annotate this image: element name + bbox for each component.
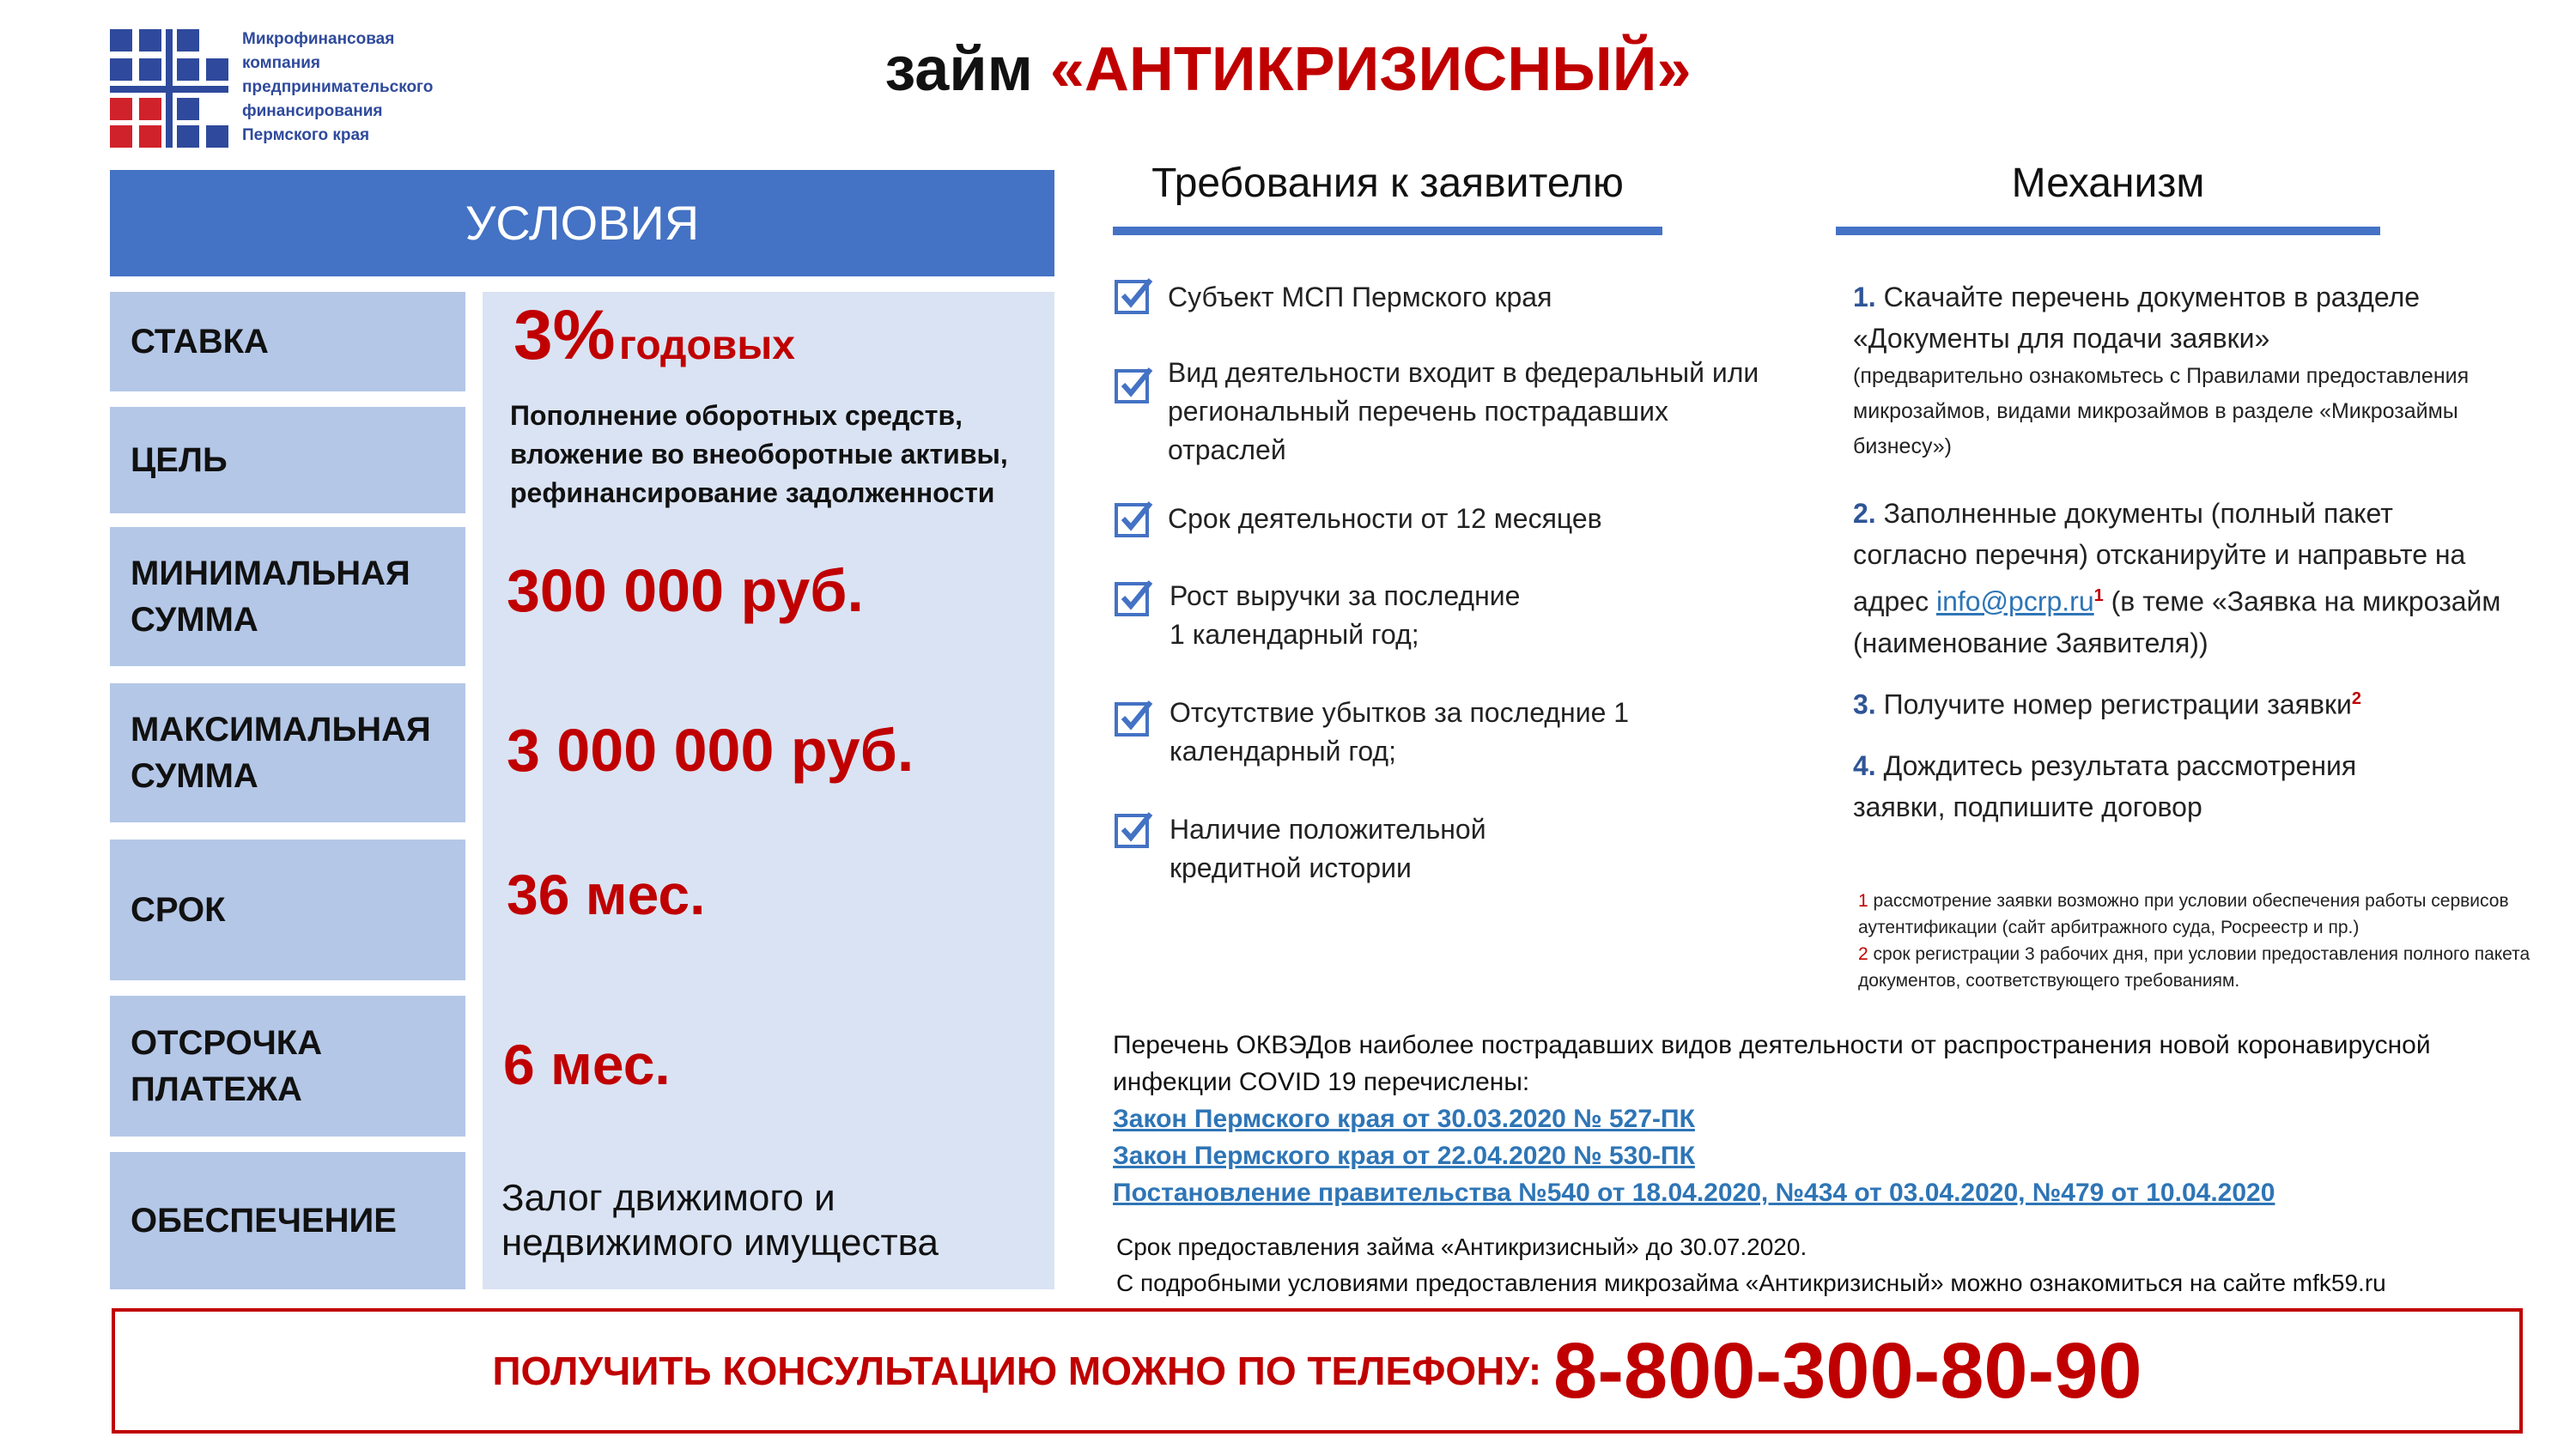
law-link[interactable]: Закон Пермского края от 30.03.2020 № 527-ПК (1113, 1105, 1695, 1133)
term-value: 36 мес. (507, 863, 706, 926)
requirement-item: Вид деятельности входит в федеральный или региональный перечень пострадавших отраслей (1168, 357, 1759, 465)
deadline-text: Срок предоставления займа «Антикризисный» до 30.07.2020. (1116, 1234, 1807, 1260)
step-number: 3. (1853, 688, 1876, 720)
footnote-mark: 2 (2351, 689, 2361, 708)
logo-line: Пермского края (242, 126, 370, 144)
footnote-number: 2 (1858, 944, 1868, 964)
step-text: Получите номер регистрации заявки (1883, 688, 2352, 720)
phone-number[interactable]: 8-800-300-80-90 (1553, 1326, 2142, 1415)
requirement-item: Субъект МСП Пермского края (1168, 282, 1552, 312)
footnote-text: рассмотрение заявки возможно при условии обеспечения работы сервисов аутентификации (сайт арбитражного суда, Росреестр и пр.) (1858, 891, 2509, 937)
condition-label-rate: СТАВКА (110, 292, 465, 391)
footnote-2 (1858, 941, 2545, 994)
law-link[interactable]: Постановление правительства №540 от 18.04.2020, №434 от 03.04.2020, №479 от 10.04.2020 (1113, 1179, 2275, 1207)
purpose-value: Пополнение оборотных средств, вложение во внеоборотные активы, рефинансирование задолженности (510, 400, 1008, 508)
rate-percent: 3% (513, 296, 616, 374)
step-number: 4. (1853, 750, 1876, 781)
step-number: 1. (1853, 282, 1876, 312)
mechanism-step-2 (1853, 493, 2506, 664)
details-text: С подробными условиями предоставления микрозайма «Антикризисный» можно ознакомиться на сайте mfk59.ru (1116, 1270, 2386, 1296)
mechanism-title: Механизм (2011, 161, 2205, 206)
footnote-1 (1858, 888, 2545, 941)
logo-line: финансирования (242, 102, 383, 120)
footnotes (1858, 888, 2545, 994)
step-text: Скачайте перечень документов в разделе «Документы для подачи заявки» (1853, 282, 2421, 354)
step-number: 2. (1853, 498, 1876, 529)
footnote-text: срок регистрации 3 рабочих дня, при условии предоставления полного пакета документов, соответствующего требованиям. (1858, 944, 2530, 991)
mechanism-step-1 (1853, 276, 2506, 464)
condition-label-collateral: ОБЕСПЕЧЕНИЕ (110, 1152, 465, 1289)
deferral-value: 6 мес. (503, 1033, 671, 1096)
mechanism-step-4 (1853, 745, 2403, 828)
requirement-item: Отсутствие убытков за последние 1 календарный год; (1170, 697, 1630, 767)
logo-line: компания (242, 54, 320, 72)
okved-block (1113, 1027, 2538, 1211)
condition-label-max-sum: МАКСИМАЛЬНАЯ СУММА (110, 683, 465, 822)
okved-intro: Перечень ОКВЭДов наиболее пострадавших видов деятельности от распространения новой коронавирусной инфекции COVID 19 перечислены: (1113, 1031, 2431, 1096)
checkbox-check-icon (1113, 364, 1154, 405)
checkbox-check-icon (1113, 498, 1154, 539)
step-note: (предварительно ознакомьтесь с Правилами предоставления микрозаймов, видами микрозаймов в разделе «Микрозаймы бизнесу») (1853, 364, 2470, 458)
logo-line: Микрофинансовая (242, 30, 395, 48)
requirement-item: Наличие положительной кредитной истории (1170, 814, 1486, 883)
footnote-number: 1 (1858, 891, 1868, 911)
requirement-item: Срок деятельности от 12 месяцев (1168, 503, 1602, 534)
requirements-title: Требования к заявителю (1151, 161, 1624, 206)
step-text: (в теме «Заявка на микрозайм (наименование Заявителя)) (1853, 585, 2501, 658)
rate-unit: годовых (618, 323, 795, 368)
requirements-underline (1113, 227, 1662, 235)
email-link[interactable]: info@pcrp.ru (1935, 585, 2094, 617)
min-sum-value: 300 000 руб. (507, 557, 864, 624)
checkbox-check-icon (1113, 275, 1154, 316)
footnote-mark: 1 (2093, 586, 2104, 605)
deadline-block (1116, 1229, 2542, 1301)
title-prefix: займ (884, 35, 1033, 104)
phone-banner (112, 1308, 2523, 1434)
max-sum-value: 3 000 000 руб. (507, 717, 914, 784)
phone-label: ПОЛУЧИТЬ КОНСУЛЬТАЦИЮ МОЖНО ПО ТЕЛЕФОНУ: (492, 1349, 1542, 1393)
checkbox-check-icon (1113, 809, 1154, 850)
checkbox-check-icon (1113, 577, 1154, 618)
mechanism-underline (1836, 227, 2380, 235)
title-name: «АНТИКРИЗИСНЫЙ» (1049, 35, 1692, 104)
rate-value (513, 295, 795, 376)
condition-label-term: СРОК (110, 840, 465, 980)
conditions-header: УСЛОВИЯ (110, 170, 1054, 276)
collateral-value: Залог движимого и недвижимого имущества (501, 1177, 939, 1264)
condition-label-min-sum: МИНИМАЛЬНАЯ СУММА (110, 527, 465, 666)
law-link[interactable]: Закон Пермского края от 22.04.2020 № 530-ПК (1113, 1142, 1695, 1170)
page-title (0, 34, 2576, 105)
mechanism-step-3 (1853, 678, 2506, 725)
requirement-item: Рост выручки за последние 1 календарный год; (1170, 580, 1521, 650)
condition-label-deferral: ОТСРОЧКА ПЛАТЕЖА (110, 996, 465, 1137)
checkbox-check-icon (1113, 697, 1154, 738)
condition-label-purpose: ЦЕЛЬ (110, 407, 465, 513)
logo-line: предпринимательского (242, 78, 434, 96)
step-text: Заполненные документы (полный пакет согласно перечня) отсканируйте и направьте на адрес (1853, 498, 2466, 617)
step-text: Дождитесь результата рассмотрения заявки, подпишите договор (1853, 750, 2357, 822)
